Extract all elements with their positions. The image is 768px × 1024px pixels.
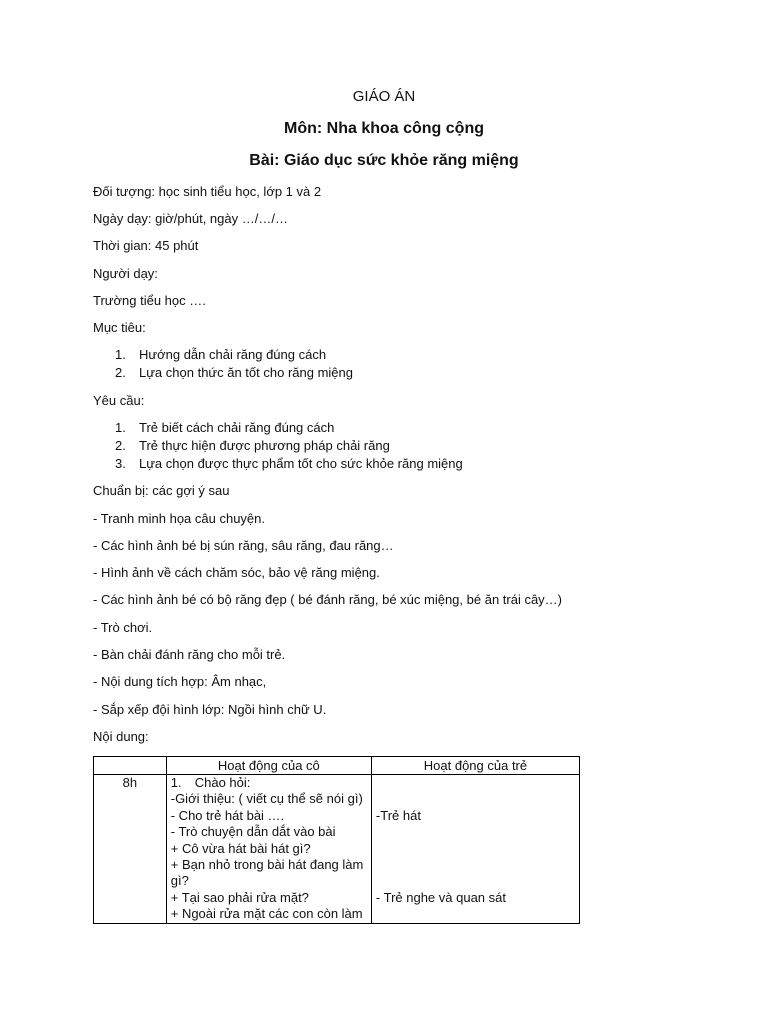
teacher-line: Người dạy: [93,266,158,281]
teacher-line: - Cho trẻ hát bài …. [170,807,285,823]
teacher-line: - Trò chuyện dẫn dắt vào bài [170,824,336,840]
content-heading: Nội dung: [93,729,149,744]
table-header-row [94,757,580,775]
column-header-child: Hoạt động của trẻ [371,757,579,775]
preparation-item: - Các hình ảnh bé bị sún răng, sâu răng, đau răng… [93,538,394,553]
lesson-table [93,756,580,924]
date-line: Ngày dạy: giờ/phút, ngày …/…/… [93,211,288,226]
preparation-item: - Các hình ảnh bé có bộ răng đẹp ( bé đánh răng, bé xúc miệng, bé ăn trái cây…) [93,592,563,607]
document-title: GIÁO ÁN [352,88,416,105]
preparation-heading: Chuẩn bị: các gợi ý sau [93,483,230,498]
list-item: 1. Trẻ biết cách chải răng đúng cách [115,420,335,435]
table-row [94,775,580,924]
teacher-line: -Giới thiệu: ( viết cụ thể sẽ nói gì) [170,791,363,807]
target-line: Đối tượng: học sinh tiểu học, lớp 1 và 2 [93,184,322,199]
preparation-item: - Hình ảnh về cách chăm sóc, bảo vệ răng miệng. [93,565,380,580]
preparation-item: - Tranh minh họa câu chuyện. [93,511,265,526]
school-line: Trường tiểu học …. [93,293,206,308]
list-item: 3. Lựa chọn được thực phẩm tốt cho sức khỏe răng miệng [115,456,463,471]
teacher-line: + Cô vừa hát bài hát gì? [170,840,311,856]
preparation-item: - Nội dung tích hợp: Âm nhạc, [93,674,267,689]
child-line: -Trẻ hát [375,807,421,823]
list-item: 1. Hướng dẫn chải răng đúng cách [115,347,327,362]
objectives-list [93,346,353,382]
teacher-line: + Ngoài rửa mặt các con còn làm [170,906,363,922]
time-cell: 8h [94,775,167,924]
column-header-teacher: Hoạt động của cô [166,757,371,775]
teacher-line: + Bạn nhỏ trong bài hát đang làm [170,857,364,873]
teacher-line: gì? [170,873,189,889]
lesson-heading: Bài: Giáo dục sức khỏe răng miệng [249,152,519,169]
duration-line: Thời gian: 45 phút [93,238,199,253]
teacher-line: + Tại sao phải rửa mặt? [170,889,309,905]
preparation-item: - Bàn chải đánh răng cho mỗi trẻ. [93,647,286,662]
subject-heading: Môn: Nha khoa công cộng [284,120,484,137]
column-header-time [94,757,167,775]
child-activity-cell [371,775,579,924]
child-line: - Trẻ nghe và quan sát [375,889,506,905]
teacher-item-heading: 1. Chào hỏi: [170,775,251,790]
teacher-activity-cell [166,775,371,924]
preparation-item: - Trò chơi. [93,620,153,635]
requirements-heading: Yêu cầu: [93,393,145,408]
list-item: 2. Trẻ thực hiện được phương pháp chải răng [115,438,390,453]
objectives-heading: Mục tiêu: [93,320,146,335]
requirements-list [93,419,463,473]
list-item: 2. Lựa chọn thức ăn tốt cho răng miệng [115,365,353,380]
preparation-item: - Sắp xếp đội hình lớp: Ngồi hình chữ U. [93,702,327,717]
